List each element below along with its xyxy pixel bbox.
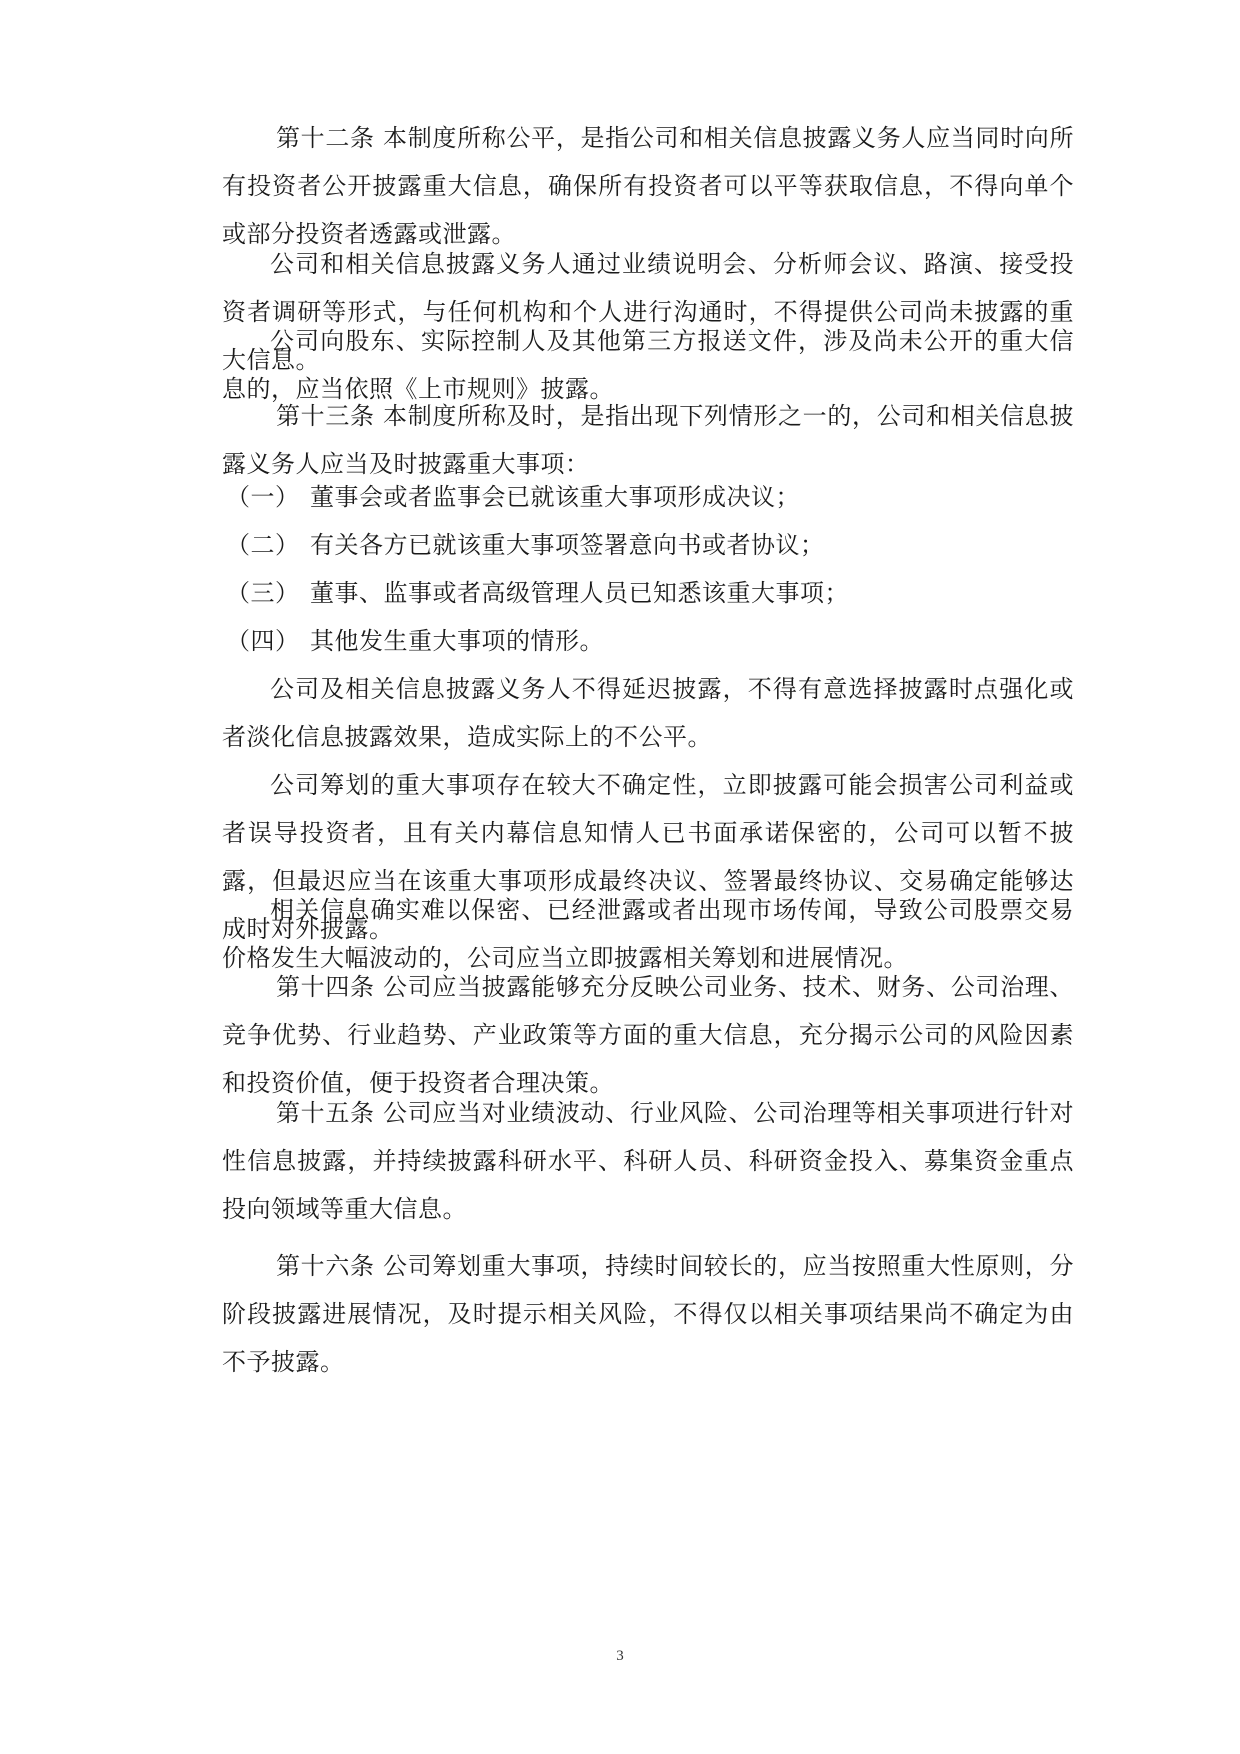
list-item-text: 有关各方已就该重大事项签署意向书或者协议； bbox=[310, 531, 825, 559]
list-item bbox=[222, 473, 1074, 521]
list-item bbox=[222, 521, 1074, 569]
list-item-text: 其他发生重大事项的情形。 bbox=[310, 627, 604, 655]
article-12: 第十二条 本制度所称公平，是指公司和相关信息披露义务人应当同时向所有投资者公开披露重大信息，确保所有投资者可以平等获取信息，不得向单个或部分投资者透露或泄露。 bbox=[222, 124, 1074, 248]
list-item-text: 董事、监事或者高级管理人员已知悉该重大事项； bbox=[310, 579, 849, 607]
article-15: 第十五条 公司应当对业绩波动、行业风险、公司治理等相关事项进行针对性信息披露，并持续披露科研水平、科研人员、科研资金投入、募集资金重点投向领域等重大信息。 bbox=[222, 1099, 1074, 1223]
article-13-paragraph-2: 公司及相关信息披露义务人不得延迟披露，不得有意选择披露时点强化或者淡化信息披露效果，造成实际上的不公平。 bbox=[222, 675, 1074, 751]
page-number: 3 bbox=[616, 1648, 624, 1664]
article-13-paragraph-4: 相关信息确实难以保密、已经泄露或者出现市场传闻，导致公司股票交易价格发生大幅波动的，公司应当立即披露相关筹划和进展情况。 bbox=[222, 896, 1074, 972]
list-item-number: （二） bbox=[226, 531, 300, 559]
list-item-number: （四） bbox=[226, 627, 300, 655]
article-14: 第十四条 公司应当披露能够充分反映公司业务、技术、财务、公司治理、竞争优势、行业趋势、产业政策等方面的重大信息，充分揭示公司的风险因素和投资价值，便于投资者合理决策。 bbox=[222, 973, 1074, 1097]
list-item bbox=[222, 569, 1074, 617]
list-item-number: （一） bbox=[226, 483, 300, 511]
list-item-text: 董事会或者监事会已就该重大事项形成决议； bbox=[310, 483, 800, 511]
article-12-paragraph-2: 公司和相关信息披露义务人通过业绩说明会、分析师会议、路演、接受投资者调研等形式，与任何机构和个人进行沟通时，不得提供公司尚未披露的重大信息。 bbox=[222, 250, 1074, 374]
article-13-paragraph-3: 公司筹划的重大事项存在较大不确定性，立即披露可能会损害公司利益或者误导投资者，且有关内幕信息知情人已书面承诺保密的，公司可以暂不披露，但最迟应当在该重大事项形成最终决议、签署最终协议、交易确定能够达成时对外披露。 bbox=[222, 771, 1074, 943]
article-16: 第十六条 公司筹划重大事项，持续时间较长的，应当按照重大性原则，分阶段披露进展情况，及时提示相关风险，不得仅以相关事项结果尚不确定为由不予披露。 bbox=[222, 1252, 1074, 1376]
article-12-paragraph-3: 公司向股东、实际控制人及其他第三方报送文件，涉及尚未公开的重大信息的，应当依照《上市规则》披露。 bbox=[222, 327, 1074, 403]
list-item-number: （三） bbox=[226, 579, 300, 607]
article-13: 第十三条 本制度所称及时，是指出现下列情形之一的，公司和相关信息披露义务人应当及时披露重大事项： bbox=[222, 402, 1074, 478]
list-item bbox=[222, 617, 1074, 665]
